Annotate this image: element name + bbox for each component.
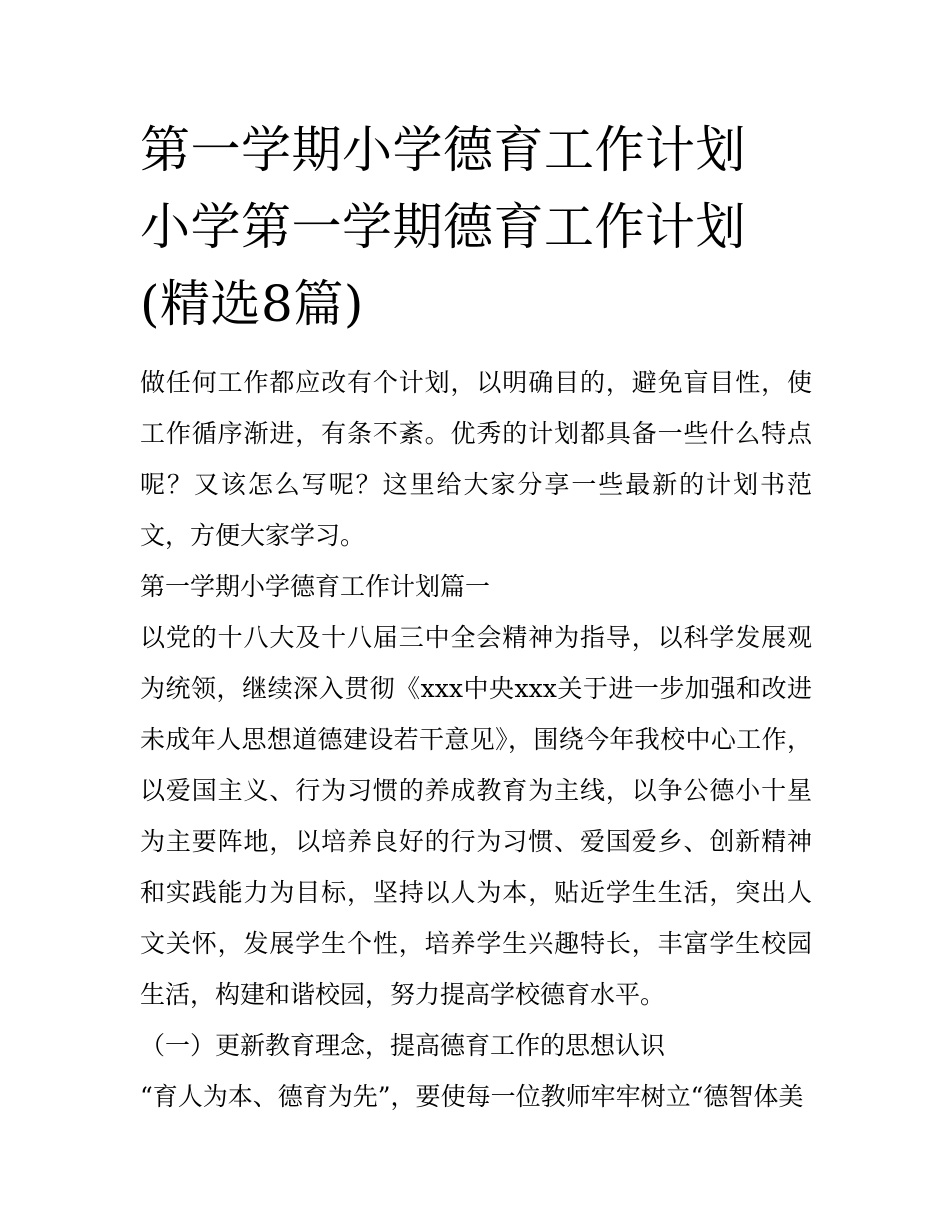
- document-body: [140, 112, 812, 1122]
- intro-paragraph: 做任何工作都应改有个计划，以明确目的，避免盲目性，使工作循序渐进，有条不紊。优秀的计划都具备一些什么特点呢？又该怎么写呢？这里给大家分享一些最新的计划书范文，方便大家学习。: [140, 368, 812, 550]
- document-title: 第一学期小学德育工作计划 小学第一学期德育工作计划(精选8篇): [140, 121, 746, 333]
- body-paragraph: “育人为本、德育为先”，要使每一位教师牢牢树立“德智体美: [140, 1082, 804, 1111]
- subsection-heading: （一）更新教育理念，提高德育工作的思想认识: [140, 1031, 666, 1060]
- section-heading: 第一学期小学德育工作计划篇一: [140, 572, 491, 601]
- body-paragraph: 以党的十八大及十八届三中全会精神为指导，以科学发展观为统领，继续深入贯彻《xxx中央xxx关于进一步加强和改进未成年人思想道德建设若干意见》，围绕今年我校中心工作，以爱国主义、行为习惯的养成教育为主线，以争公德小十星为主要阵地，以培养良好的行为习惯、爱国爱乡、创新精神和实践能力为目标，坚持以人为本，贴近学生生活，突出人文关怀，发展学生个性，培养学生兴趣特长，丰富学生校园生活，构建和谐校园，努力提高学校德育水平。: [140, 623, 812, 1009]
